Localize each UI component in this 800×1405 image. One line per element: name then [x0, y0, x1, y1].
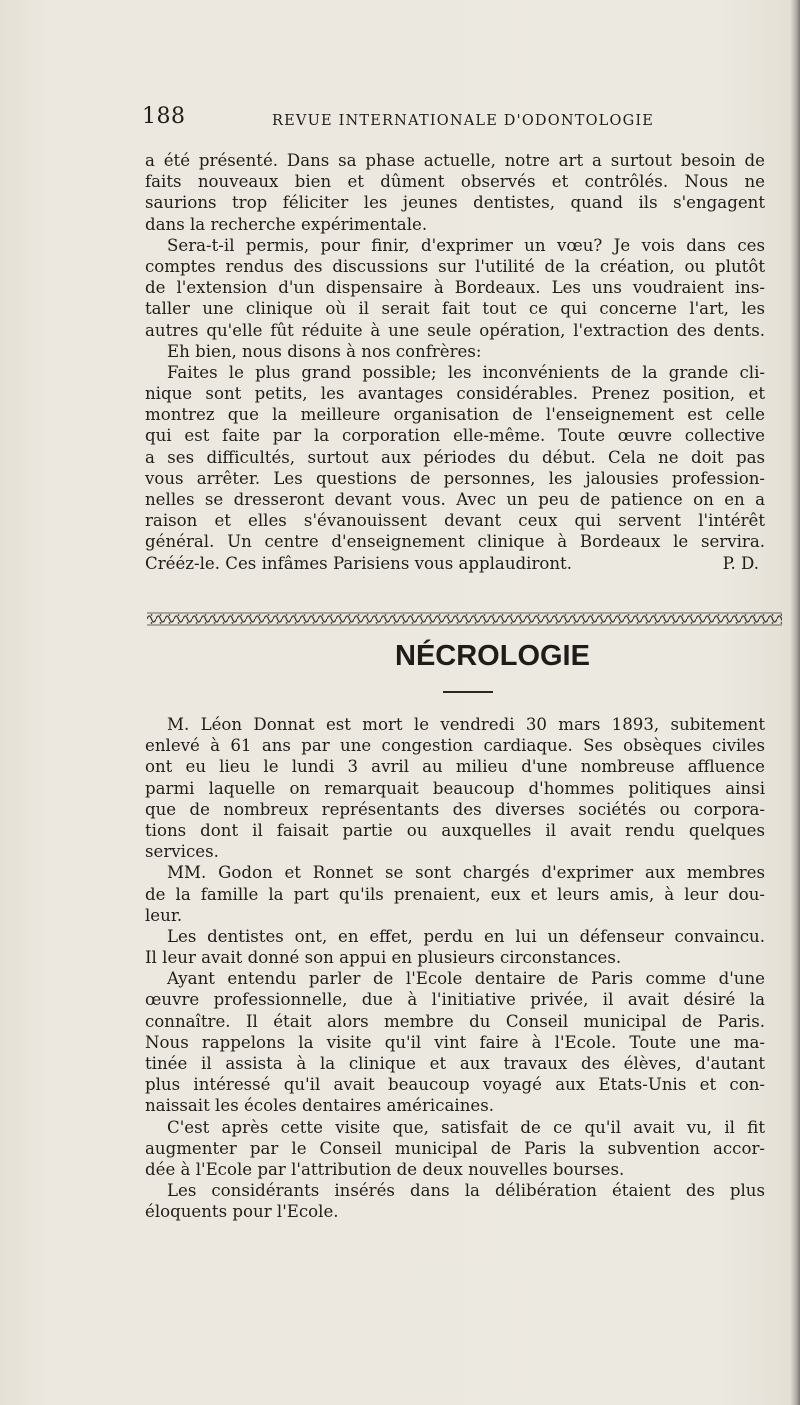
text-line	[145, 510, 765, 531]
line-text: ont eu lieu le lundi 3 avril au milieu d'une nombreuse affluence	[145, 757, 765, 777]
text-line	[145, 947, 765, 968]
text-line	[145, 1117, 765, 1138]
line-text: autres qu'elle fût réduite à une seule opération, l'extraction des dents.	[145, 320, 765, 340]
line-text: services.	[145, 842, 219, 862]
line-text: Ayant entendu parler de l'Ecole dentaire de Paris comme d'une	[167, 969, 765, 989]
text-line	[145, 1201, 765, 1222]
line-text: tions dont il faisait partie ou auxquelles il avait rendu quelques	[145, 820, 765, 840]
line-text: Les considérants insérés dans la délibération étaient des plus	[167, 1181, 765, 1201]
text-line	[145, 425, 765, 446]
line-text: MM. Godon et Ronnet se sont chargés d'exprimer aux membres	[167, 863, 765, 883]
text-line	[145, 362, 765, 383]
line-text: général. Un centre d'enseignement clinique à Bordeaux le servira.	[145, 532, 765, 552]
text-line	[145, 884, 765, 905]
line-text: montrez que la meilleure organisation de l'enseignement est celle	[145, 405, 765, 425]
text-line	[145, 553, 765, 574]
text-line	[145, 447, 765, 468]
line-text: faits nouveaux bien et dûment observés et contrôlés. Nous ne	[145, 172, 765, 192]
line-text: a ses difficultés, surtout aux périodes du début. Cela ne doit pas	[145, 447, 765, 467]
line-text: M. Léon Donnat est mort le vendredi 30 mars 1893, subitement	[167, 715, 765, 734]
line-text: saurions trop féliciter les jeunes dentistes, quand ils s'engagent	[145, 193, 765, 213]
text-line	[145, 1074, 765, 1095]
text-line	[145, 714, 765, 735]
text-line	[145, 531, 765, 552]
line-text: plus intéressé qu'il avait beaucoup voyagé aux Etats-Unis et con-	[145, 1075, 765, 1095]
text-line	[145, 341, 765, 362]
line-text: Crééz-le. Ces infâmes Parisiens vous applaudiront.	[145, 553, 572, 573]
page-number: 188	[142, 104, 186, 129]
text-line	[145, 277, 765, 298]
line-text: a été présenté. Dans sa phase actuelle, notre art a surtout besoin de	[145, 151, 765, 170]
page-gutter-shadow	[790, 0, 800, 1405]
line-text: Sera-t-il permis, pour finir, d'exprimer un vœu? Je vois dans ces	[167, 235, 765, 255]
line-text: de la famille la part qu'ils prenaient, eux et leurs amis, à leur dou-	[145, 884, 765, 904]
line-text: taller une clinique où il serait fait tout ce qui concerne l'art, les	[145, 299, 765, 319]
line-text: éloquents pour l'Ecole.	[145, 1202, 339, 1222]
text-line	[145, 862, 765, 883]
section-title-wrapper	[395, 640, 590, 680]
text-line	[145, 256, 765, 277]
line-text: connaître. Il était alors membre du Conseil municipal de Paris.	[145, 1011, 765, 1031]
text-line	[145, 1053, 765, 1074]
article-body-bottom	[145, 714, 765, 1223]
line-text: que de nombreux représentants des diverses sociétés ou corpora-	[145, 799, 765, 819]
ornament-divider	[147, 612, 782, 626]
text-line	[145, 778, 765, 799]
text-line	[145, 235, 765, 256]
text-line	[145, 192, 765, 213]
running-title: REVUE INTERNATIONALE D'ODONTOLOGIE	[272, 113, 655, 129]
line-text: naissait les écoles dentaires américaines.	[145, 1096, 495, 1116]
text-line	[145, 1032, 765, 1053]
line-text: raison et elles s'évanouissent devant ceux qui servent l'intérêt	[145, 511, 765, 531]
text-line	[145, 150, 765, 171]
text-line	[145, 1095, 765, 1116]
line-text: leur.	[145, 905, 183, 925]
text-line	[145, 926, 765, 947]
line-text: tinée il assista à la clinique et aux travaux des élèves, d'autant	[145, 1054, 765, 1073]
text-line	[145, 799, 765, 820]
line-text: qui est faite par la corporation elle-même. Toute œuvre collective	[145, 426, 765, 446]
section-title: NÉCROLOGIE	[395, 640, 590, 672]
text-line	[145, 989, 765, 1010]
line-text: comptes rendus des discussions sur l'utilité de la création, ou plutôt	[145, 256, 765, 276]
text-line	[145, 1011, 765, 1032]
page-header	[142, 104, 682, 136]
text-line	[145, 820, 765, 841]
line-text: nique sont petits, les avantages considérables. Prenez position, et	[145, 384, 765, 404]
line-text: C'est après cette visite que, satisfait de ce qu'il avait vu, il fit	[167, 1117, 765, 1137]
title-rule	[443, 691, 493, 693]
line-text: enlevé à 61 ans par une congestion cardiaque. Ses obsèques civiles	[145, 736, 765, 756]
line-text: Eh bien, nous disons à nos confrères:	[167, 341, 482, 361]
text-line	[145, 404, 765, 425]
text-line	[145, 298, 765, 319]
text-line	[145, 735, 765, 756]
line-text: dée à l'Ecole par l'attribution de deux nouvelles bourses.	[145, 1159, 625, 1179]
text-line	[145, 968, 765, 989]
text-line	[145, 756, 765, 777]
text-line	[145, 489, 765, 510]
text-line	[145, 320, 765, 341]
text-line	[145, 214, 765, 235]
line-text: Nous rappelons la visite qu'il vint faire à l'Ecole. Toute une ma-	[145, 1032, 765, 1052]
text-line	[145, 171, 765, 192]
article-body-top	[145, 150, 765, 574]
text-line	[145, 383, 765, 404]
line-text: œuvre professionnelle, due à l'initiative privée, il avait désiré la	[145, 990, 765, 1010]
line-text: dans la recherche expérimentale.	[145, 214, 428, 234]
text-line	[145, 468, 765, 489]
text-line	[145, 1180, 765, 1201]
line-text: augmenter par le Conseil municipal de Paris la subvention accor-	[145, 1138, 765, 1158]
text-line	[145, 841, 765, 862]
text-line	[145, 1138, 765, 1159]
line-text: Il leur avait donné son appui en plusieurs circonstances.	[145, 948, 622, 968]
author-signature: P. D.	[722, 553, 759, 573]
line-text: Les dentistes ont, en effet, perdu en lui un défenseur convaincu.	[167, 926, 765, 946]
line-text: de l'extension d'un dispensaire à Bordeaux. Les uns voudraient ins-	[145, 278, 765, 298]
line-text: parmi laquelle on remarquait beaucoup d'hommes politiques ainsi	[145, 778, 765, 798]
line-text: vous arrêter. Les questions de personnes, les jalousies profession-	[145, 468, 765, 488]
line-text: Faites le plus grand possible; les inconvénients de la grande cli-	[167, 362, 765, 382]
text-line	[145, 1159, 765, 1180]
line-text: nelles se dresseront devant vous. Avec un peu de patience on en a	[145, 490, 765, 509]
text-line	[145, 905, 765, 926]
